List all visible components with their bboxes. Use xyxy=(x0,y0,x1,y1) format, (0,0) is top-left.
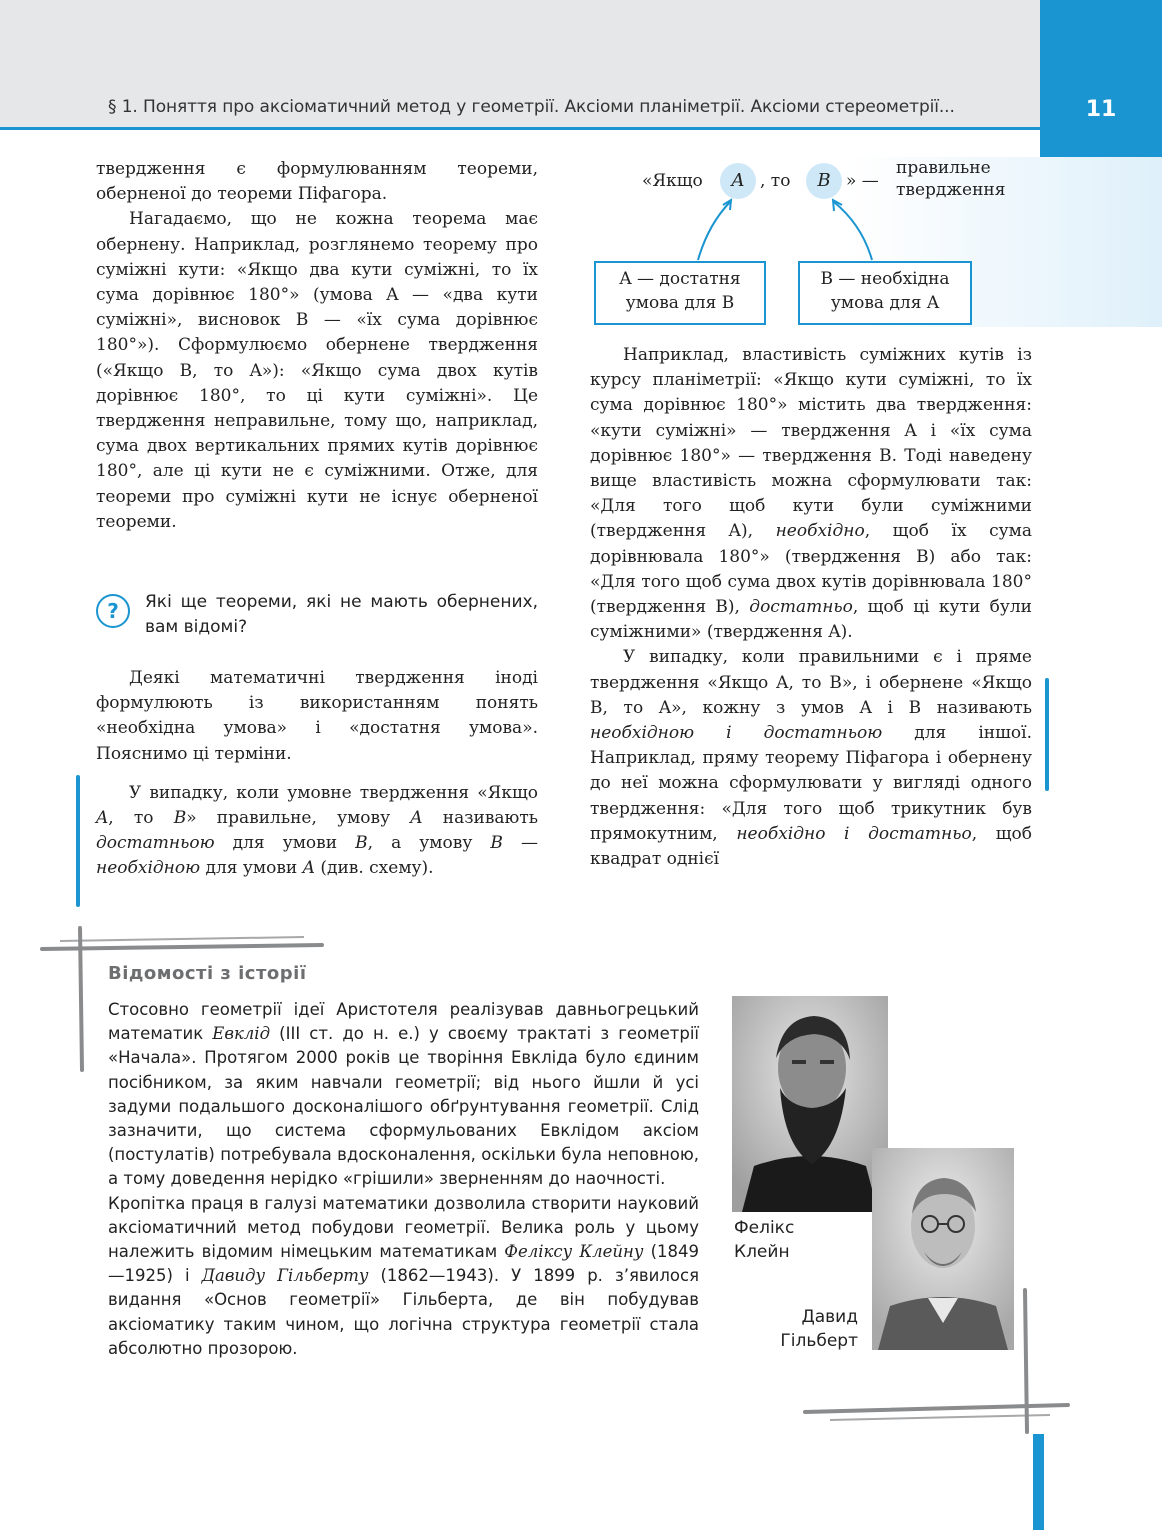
running-head: § 1. Поняття про аксіоматичний метод у геометрії. Аксіоми планіметрії. Аксіоми стереометрії... xyxy=(108,97,955,117)
box-sufficient-condition: A — достатня умова для B xyxy=(594,261,766,325)
scheme-if-text: «Якщо xyxy=(642,171,703,191)
history-text xyxy=(108,998,699,1361)
question-icon: ? xyxy=(96,594,130,628)
hilbert-portrait xyxy=(872,1148,1014,1350)
hilbert-portrait-image xyxy=(872,1148,1014,1350)
paragraph: Наприклад, властивість суміжних кутів із курсу планіметрії: «Якщо кути суміжні, то їх сума дорівнює 180°» містить два твердження: «кути суміжні» — твердження A і «їх сума дорівнює 180°» — твердження B. Тоді наведену вище властивість можна сформулювати так: «Для того щоб кути були суміжними (твердження A), необхідно, щоб їх сума дорівнювала 180°» (твердження B) або так: «Для того щоб сума двох кутів дорівнювала 180° (твердження B), достатньо, щоб ці кути були суміжними» (твердження A). xyxy=(590,345,1032,643)
question-text: Які ще теореми, які не мають обернених, вам відомі? xyxy=(145,592,538,637)
history-title: Відомості з історії xyxy=(108,963,307,984)
klein-portrait xyxy=(732,996,888,1212)
bottom-accent-bar xyxy=(1033,1434,1044,1530)
paragraph: У випадку, коли правильними є і пряме твердження «Якщо A, то B», і обернене «Якщо B, то A», кожну з умов A і B називають необхідною і достатньою для іншої. Наприклад, пряму теорему Піфагора і обернену до неї можна сформулювати у вигляді одного твердження: «Для того щоб трикутник був прямокутним, необхідно і достатньо, щоб квадрат однієї xyxy=(590,647,1033,870)
condition-a-circle: A xyxy=(720,163,756,199)
paragraph: Нагадаємо, що не кожна теорема має обернену. Наприклад, розглянемо теорему про суміжні кути: «Якщо два кути суміжні, то їх сума дорівнює 180°» (умова A — «два кути суміжні», висновок B — «їх сума дорівнює 180°»). Сформулюємо обернене твердження («Якщо B, то A»): «Якщо сума двох кутів дорівнює 180°, то ці кути суміжні». Це твердження неправильне, тому що, наприклад, сума двох вертикальних прямих кутів дорівнює 180°, але ці кути не є суміжними. Отже, для теореми про суміжні кути не існує оберненої теореми. xyxy=(96,209,538,532)
scheme-close-text: » — xyxy=(846,171,879,191)
condition-b-circle: B xyxy=(806,163,842,199)
scheme-then-text: , то xyxy=(760,171,791,191)
box-necessary-condition: B — необхідна умова для A xyxy=(798,261,972,325)
caption-klein: Фелікс Клейн xyxy=(734,1218,795,1262)
paragraph: Кропітка праця в галузі математики дозволила створити науковий аксіоматичний метод побудови геометрії. Велика роль у цьому належить відомим німецьким математикам Феліксу Клейну (1849—1925) і Давиду Гільберту (1862—1943). У 1899 р. з’явилося видання «Основ геометрії» Гільберта, де він побудував аксіоматику таким чином, що логічна структура геометрії стала абсолютно прозорою. xyxy=(108,1193,699,1358)
paragraph: У випадку, коли умовне твердження «Якщо A, то B» правильне, умову A називають достатньою для умови B, а умову B — необхідною для умови A (див. схему). xyxy=(96,782,538,879)
page-number: 11 xyxy=(1085,97,1117,122)
paragraph: Деякі математичні твердження іноді формулюють із використанням понять «необхідна умова» і «достатня умова». Пояснимо ці терміни. xyxy=(96,668,538,764)
paragraph: твердження є формулюванням теореми, оберненої до теореми Піфагора. xyxy=(96,159,538,205)
scheme-right-label: правильне твердження xyxy=(896,158,1006,200)
caption-hilbert: Давид Гільберт xyxy=(780,1307,858,1351)
klein-portrait-image xyxy=(732,996,888,1212)
paragraph: Стосовно геометрії ідеї Аристотеля реалізував давньогрецький математик Евклід (III ст. до н. е.) у своєму трактаті з геометрії «Начала». Протягом 2000 років це творіння Евкліда було єдиним посібником, за яким навчали геометрії; від нього йшли й усі задуми подальшого досконалішого обґрунтування геометрії. Слід зазначити, що система сформульованих Евклідом аксіом (постулатів) потребувала вдосконалення, оскільки була неповною, а тому доведення нерідко «грішили» зверненням до наочності. xyxy=(108,1000,699,1189)
